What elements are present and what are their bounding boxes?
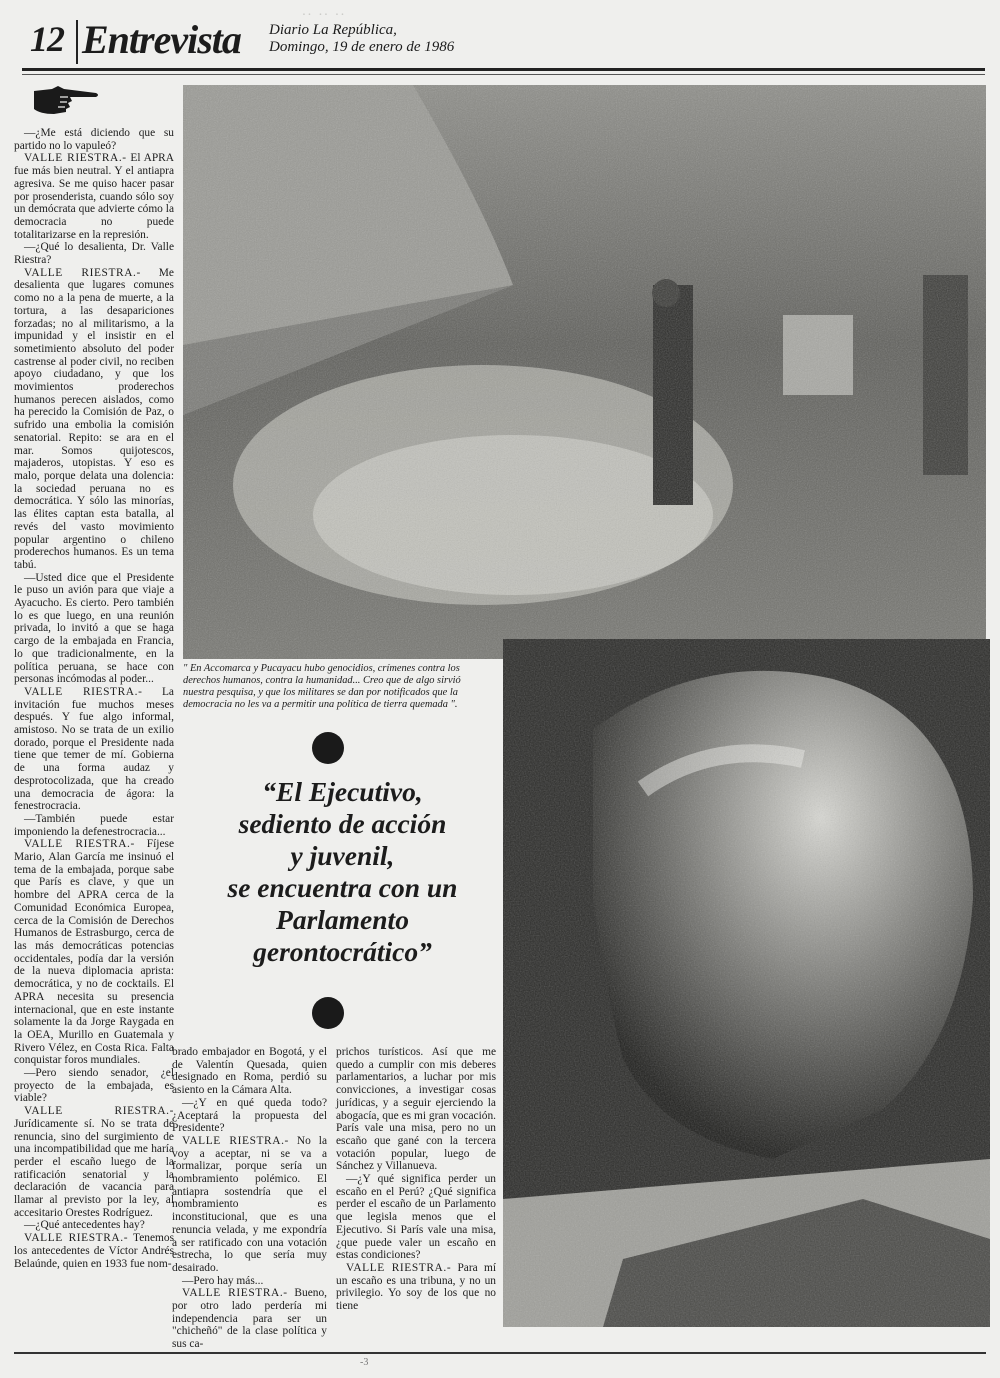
speaker-name: VALLE RIESTRA.-: [24, 1105, 174, 1118]
paragraph-text: Fíjese Mario, Alan García me insinuó el tema de la embajada, porque sabe que París es clave, y que un hombre del APRA cerca de la Comunidad Económica Europea, cerca de la Comisión de Derechos Humanos de Estrasburgo, cerca de las más democráticas potencias occidentales, podía dar la versión de la nueva diplomacia aprista: democrática, y no de cocktails. El APRA necesita su presencia internacional, que en este instante solamente la da Jorge Raygada en la OEA, Murillo en Guatemala y Rivero Vélez, en Costa Rica. Falta conquistar foros mundiales.: [14, 838, 174, 1067]
pointing-hand-icon: [30, 83, 100, 117]
speaker-name: VALLE RIESTRA.-: [346, 1261, 452, 1274]
pull-quote-line: “El Ejecutivo,: [262, 776, 423, 807]
article-column-2: [172, 1046, 327, 1351]
speaker-name: VALLE RIESTRA.-: [24, 685, 143, 698]
paragraph-text: brado embajador en Bogotá, y el de Valentín Quesada, quien designado en Roma, perdió su asiento en la Cámara Alta.: [172, 1046, 327, 1097]
interview-paragraph: [172, 1287, 327, 1351]
interview-question: [14, 127, 174, 152]
pull-quote-line: gerontocrático”: [253, 936, 432, 967]
masthead: [22, 8, 987, 68]
interview-question: [172, 1275, 327, 1288]
paragraph-text: —¿Me está diciendo que su partido no lo vapuleó?: [14, 127, 174, 152]
interview-question: [14, 572, 174, 686]
pull-quote-line: Parlamento: [276, 904, 409, 935]
interview-question: [14, 1067, 174, 1105]
paragraph-text: Me desalienta que lugares comunes como no a la pena de muerte, a la tortura, a las desapariciones forzadas; no al militarismo, a la impunidad y el insistir en el sometimiento absoluto del poder castrense al poder civil, no reciben apoyo ciudadano, y que los movimientos proderechos humanos perecen aislados, como ha perecido la Comisión de Paz, o sufrido una embolia la comisión senatorial. Repito: se ara en el mar. Somos quijotescos, majaderos, utopistas. Y eso es malo, porque delata una dolencia: la sociedad peruana no es democrática. Y sólo las minorías, las élites captan esta batalla, al revés del vasto movimiento popular argentino o chileno proderechos humanos. Es un tema tabú.: [14, 266, 174, 571]
speaker-name: VALLE RIESTRA.-: [24, 266, 141, 279]
pull-quote-line: y juvenil,: [290, 840, 395, 871]
quote-bullet-top: [312, 732, 344, 764]
interview-paragraph: [14, 686, 174, 813]
article-column-3: [336, 1046, 496, 1313]
interview-question: [14, 241, 174, 266]
photo-mass-grave: [183, 85, 986, 659]
paragraph-text: El APRA fue más bien neutral. Y el antiapra agresiva. Se me quiso hacer pasar por prosenderista, cuando sólo soy un demócrata que advierte cómo la democracia no puede totalitarizarse en la represión.: [14, 152, 175, 241]
speaker-name: VALLE RIESTRA.-: [24, 838, 135, 851]
publication-date: Domingo, 19 de enero de 1986: [269, 39, 455, 55]
footer-mark: -3: [360, 1357, 369, 1368]
pull-quote: [190, 776, 495, 968]
page-number: 12: [30, 19, 64, 59]
paragraph-text: La invitación fue muchos meses después. Y fue algo informal, amistoso. No se trata de un exilio dorado, porque el Presidente nada tiene que temer de mí. Gobierna de una forma audaz y desprotocolizada, que ha creado una democracia de ágora: la fenestrocracia.: [14, 685, 174, 813]
show-through-text: ·· ·· ··: [302, 8, 346, 23]
speaker-name: VALLE RIESTRA.-: [182, 1287, 288, 1300]
interview-paragraph: [14, 1232, 174, 1270]
interview-question: [14, 1219, 174, 1232]
pull-quote-line: se encuentra con un: [227, 872, 458, 903]
interview-paragraph: [14, 1105, 174, 1219]
paragraph-text: Tenemos los antecedentes de Víctor Andrés Belaúnde, quien en 1933 fue nom-: [14, 1232, 174, 1270]
paragraph-text: —¿Qué antecedentes hay?: [24, 1219, 145, 1232]
interview-question: [172, 1097, 327, 1135]
interview-paragraph: [14, 152, 174, 241]
interview-paragraph: [14, 267, 174, 572]
paragraph-text: —¿Y en qué queda todo? ¿Aceptará la propuesta del Presidente?: [172, 1096, 327, 1135]
paragraph-text: prichos turísticos. Así que me quedo a cumplir con mis deberes parlamentarios, a luchar por mis convicciones, a investigar cosas jurídicas, y a seguir ejerciendo la abogacía, que es mi gran vocación. París vale una misa, pero no un escaño que gané con la tercera votación popular, luego de Sánchez y Villanueva.: [336, 1046, 496, 1173]
page-bottom-rule: [14, 1352, 986, 1354]
paragraph-text: Jurídicamente sí. No se trata de renuncia, sino del surgimiento de una incompatibilidad que me haría perder el escaño luego de la ratificación senatorial y la declaración de vacancia para llamar al previsto por la ley, al accesitario Orestes Rodríguez.: [14, 1117, 174, 1219]
paragraph-text: —¿Qué lo desalienta, Dr. Valle Riestra?: [14, 241, 174, 267]
interview-paragraph: [14, 838, 174, 1067]
paragraph-text: Bueno, por otro lado perdería mi independencia para ser un "chicheñó" de la clase política y sus ca-: [172, 1287, 327, 1351]
article-column-1: [14, 127, 174, 1270]
interview-paragraph: [172, 1046, 327, 1097]
paragraph-text: —Pero hay más...: [182, 1274, 264, 1287]
interview-paragraph: [336, 1046, 496, 1173]
pull-quote-line: sediento de acción: [238, 808, 447, 839]
paragraph-text: No la voy a aceptar, ni se va a formalizar, porque sería un nombramiento polémico. El antiapra sostendría que el nombramiento es inconstitucional, que es una renuncia velada, y me expondría a ser ratificado con una votación estrecha, lo que sería muy desairado.: [172, 1134, 328, 1274]
paragraph-text: —Usted dice que el Presidente le puso un avión para que viaje a Ayacucho. Es cierto. Pero también lo es que luego, en una reunión privada, lo invitó a que se haga cargo de la embajada en Francia, lo que tradicionalmente, en la política peruana, se hace con personas incómodas al poder...: [14, 571, 174, 686]
paragraph-text: —También puede estar imponiendo la defenestrocracia...: [14, 812, 174, 838]
masthead-divider: [76, 20, 78, 64]
interview-question: [14, 813, 174, 838]
speaker-name: VALLE RIESTRA.-: [24, 1232, 129, 1245]
interview-paragraph: [336, 1262, 496, 1313]
paragraph-text: —¿Y qué significa perder un escaño en el Perú? ¿Qué significa perder el escaño de un Parlamento que legisla menos que el Ejecutivo. Si París vale una misa, ¿que puede valer un escaño en estas condiciones?: [336, 1173, 496, 1262]
speaker-name: VALLE RIESTRA.-: [182, 1134, 289, 1147]
publication-info: [269, 22, 454, 56]
speaker-name: VALLE RIESTRA.-: [24, 152, 127, 165]
masthead-rule: [22, 68, 985, 71]
interview-question: [336, 1173, 496, 1262]
paragraph-text: —Pero siendo senador, ¿el proyecto de la embajada, es viable?: [14, 1067, 174, 1105]
interview-paragraph: [172, 1135, 327, 1275]
paragraph-text: Para mí un escaño es una tribuna, y no un privilegio. Yo soy de los que no tiene: [336, 1261, 496, 1313]
publication-name: Diario La República,: [269, 22, 397, 38]
section-title: Entrevista: [82, 17, 241, 62]
quote-bullet-bottom: [312, 997, 344, 1029]
masthead-rule-thin: [22, 74, 985, 75]
photo-caption: " En Accomarca y Pucayacu hubo genocidios, crímenes contra los derechos humanos, contra la humanidad... Creo que de algo sirvió nuestra pesquisa, y que los militares se dan por notificados que la democracia no les va a permitir una política de tierra quemada ".: [183, 663, 461, 710]
portrait-photo: [503, 639, 990, 1327]
